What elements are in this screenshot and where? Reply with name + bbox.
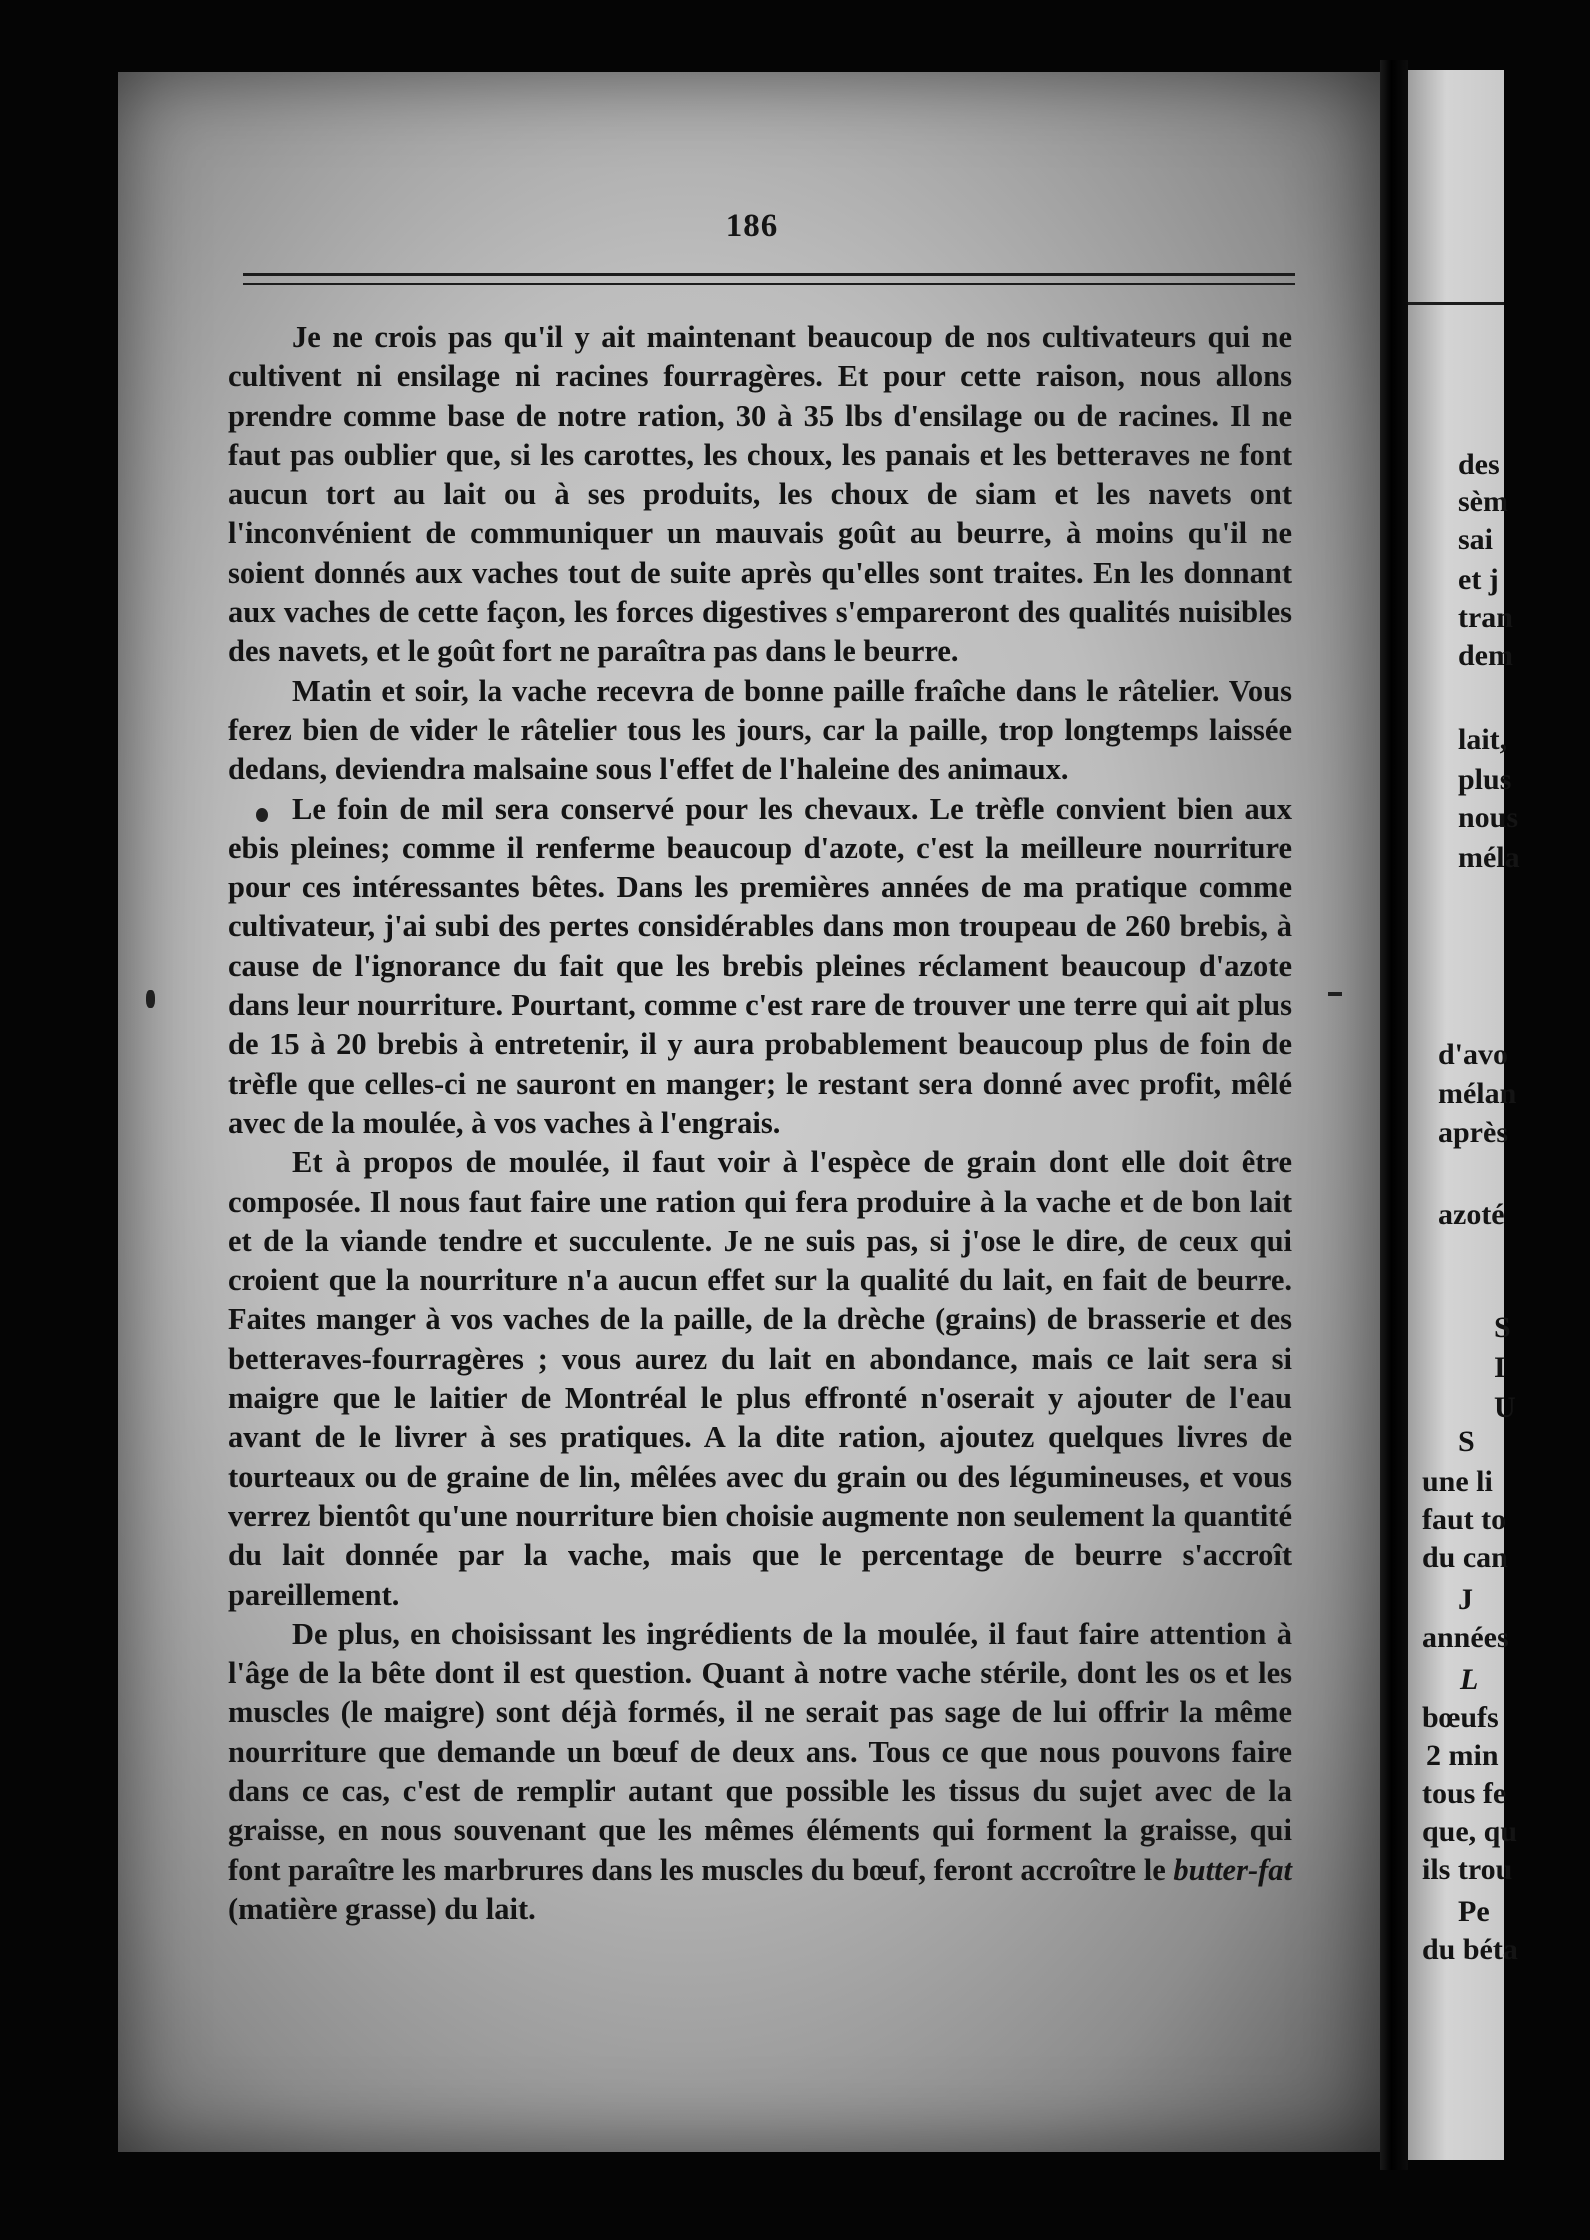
facing-fragment: 2 min xyxy=(1426,1739,1499,1772)
facing-fragment: et j xyxy=(1458,563,1499,596)
facing-fragment: mélan xyxy=(1438,1077,1517,1110)
ink-blot xyxy=(256,808,268,822)
facing-fragment: dem xyxy=(1458,639,1513,672)
book-gutter xyxy=(1380,60,1408,2170)
facing-fragment: S xyxy=(1494,1311,1511,1344)
italic-term: butter-fat xyxy=(1173,1852,1292,1887)
facing-fragment: du can xyxy=(1422,1541,1508,1574)
paragraph-last-end: (matière grasse) du lait. xyxy=(228,1891,536,1926)
facing-fragment: I xyxy=(1494,1351,1506,1384)
facing-fragment: une li xyxy=(1422,1465,1493,1498)
facing-fragment: d'avo xyxy=(1438,1038,1509,1071)
facing-fragment: L xyxy=(1460,1663,1479,1696)
paragraph-last-start: De plus, en choisissant les ingrédients de la moulée, il faut faire attention à l'âge de la bête dont il est question. Quant à notre vache stérile, dont les os et les muscles (le maigre) sont déjà formés, il ne serait pas sage de lui offrir la même nourriture que demande un bœuf de deux ans. Tous ce que nous pouvons faire dans ce cas, c'est de remplir autant que possible les tissus du sujet avec de la graisse, en nous souvenant que les mêmes éléments qui forment la graisse, qui font paraître les marbrures dans les muscles du bœuf, feront accroître le xyxy=(228,1616,1292,1887)
paragraph: Le foin de mil sera conservé pour les chevaux. Le trèfle convient bien aux ebis pleines; comme il renferme beaucoup d'azote, c'est la meilleure nourriture pour ces intéressantes bêtes. Dans les premières années de ma pratique comme cultivateur, j'ai subi des pertes considérables dans mon troupeau de 260 brebis, à cause de l'ignorance du fait que les brebis pleines réclament beaucoup d'azote dans leur nourriture. Pourtant, comme c'est rare de trouver une terre qui ait plus de 15 à 20 brebis à entretenir, il y aura probablement beaucoup plus de foin de trèfle que celles-ci ne sauront en manger; le restant sera donné avec profit, mêlé avec de la moulée, à vos vaches à l'engrais. xyxy=(228,791,1292,1140)
facing-fragment: que, qu xyxy=(1422,1815,1518,1848)
paragraph: Je ne crois pas qu'il y ait maintenant beaucoup de nos cultivateurs qui ne cultivent ni ensilage ni racines fourragères. Et pour cette raison, nous allons prendre comme base de notre ration, 30 à 35 lbs d'ensilage ou de racines. Il ne faut pas oublier que, si les carottes, les choux, les panais et les betteraves ne font aucun tort au lait ou à ses produits, les choux de siam et les navets ont l'inconvénient de communiquer un mauvais goût au beurre, à moins qu'il ne soient donnés aux vaches tout de suite après qu'elles sont traites. En les donnant aux vaches de cette façon, les forces digestives s'empareront des qualités nuisibles des navets, et le goût fort ne paraîtra pas dans le beurre. xyxy=(228,320,1292,669)
facing-fragment: plus xyxy=(1458,763,1512,796)
page-number: 186 xyxy=(725,208,779,244)
ink-blot xyxy=(146,990,155,1008)
facing-fragment: des xyxy=(1458,448,1500,481)
facing-fragment: après xyxy=(1438,1116,1508,1149)
facing-fragment: U xyxy=(1494,1391,1516,1424)
facing-fragment: sèm xyxy=(1458,485,1508,518)
facing-fragment: tran xyxy=(1458,601,1513,634)
facing-fragment: années xyxy=(1422,1621,1509,1654)
facing-fragment: tous fe xyxy=(1422,1777,1507,1810)
facing-fragment: méla xyxy=(1458,841,1520,874)
body-text xyxy=(228,318,1292,1929)
facing-fragment: Pe xyxy=(1458,1895,1490,1928)
facing-fragment: J xyxy=(1458,1583,1473,1616)
facing-fragment: ils trou xyxy=(1422,1853,1513,1886)
header-rule xyxy=(243,273,1295,276)
facing-fragment: nous xyxy=(1458,801,1519,834)
facing-fragment: lait, xyxy=(1458,723,1508,756)
paragraph: Matin et soir, la vache recevra de bonne paille fraîche dans le râtelier. Vous ferez bien de vider le râtelier tous les jours, car la paille, trop longtemps laissée dedans, deviendra malsaine sous l'effet de l'haleine des animaux. xyxy=(228,673,1292,787)
margin-mark xyxy=(1328,992,1342,996)
facing-fragment: sai xyxy=(1458,523,1494,556)
facing-fragment: bœufs xyxy=(1422,1701,1499,1734)
facing-fragment: azoté xyxy=(1438,1198,1505,1231)
book-page-right xyxy=(1408,70,1520,2160)
facing-fragment: du béta xyxy=(1422,1933,1518,1966)
facing-fragment: faut to xyxy=(1422,1503,1507,1536)
paragraph: Et à propos de moulée, il faut voir à l'espèce de grain dont elle doit être composée. Il nous faut faire une ration qui fera produire à la vache et de bon lait et de la viande tendre et succulente. Je ne suis pas, si j'ose le dire, de ceux qui croient que la nourriture n'a aucun effet sur la qualité du lait, en fait de beurre. Faites manger à vos vaches de la paille, de la drèche (grains) de brasserie et des betteraves-fourragères ; vous aurez du lait en abondance, mais ce lait sera si maigre que le laitier de Montréal le plus effronté n'oserait y ajouter de l'eau avant de le livrer à ses pratiques. A la dite ration, ajoutez quelques livres de tourteaux ou de graine de lin, mêlées avec du grain ou des légumineuses, et vous verrez bientôt qu'une nourriture bien choisie augmente non seulement la quantité du lait donnée par la vache, mais que le percentage de beurre s'accroît pareillement. xyxy=(228,1145,1292,1612)
header-rule-thin xyxy=(243,283,1295,285)
facing-page-rule xyxy=(1408,302,1504,305)
paragraph-last xyxy=(228,1615,1292,1929)
facing-fragment: S xyxy=(1458,1425,1475,1458)
